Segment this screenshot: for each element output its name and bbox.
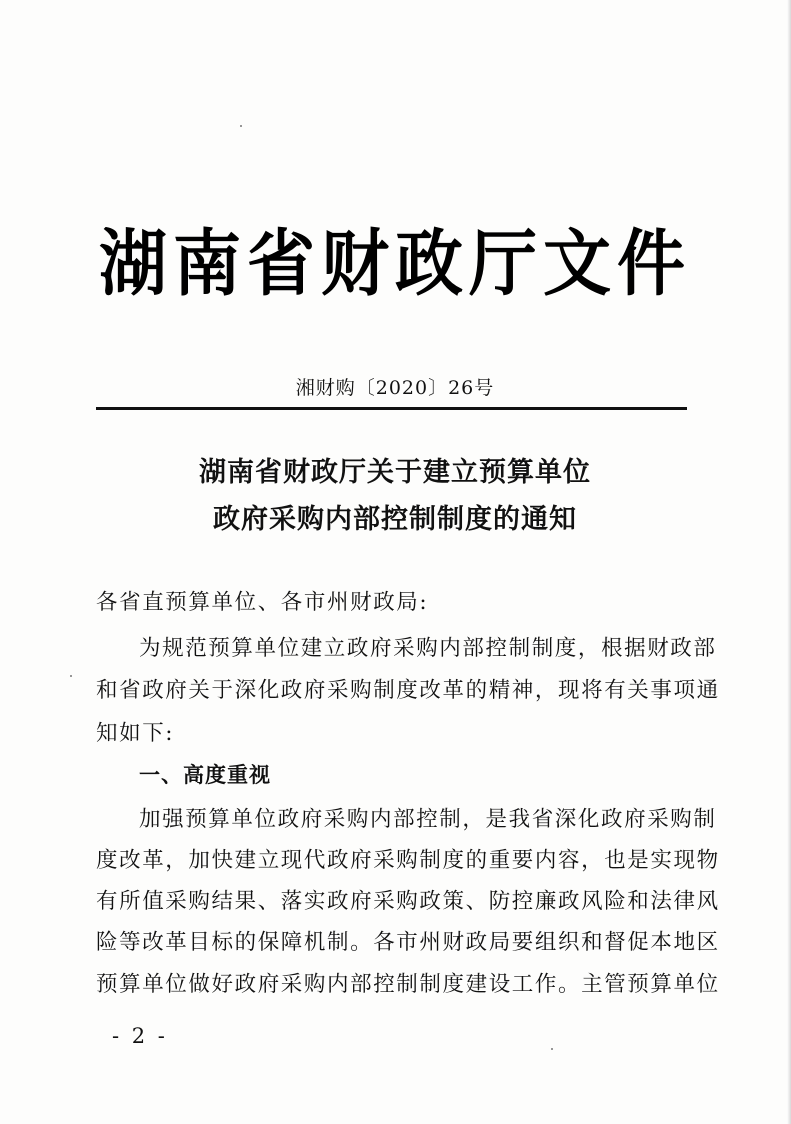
paragraph-line: 为规范预算单位建立政府采购内部控制制度，根据财政部 [139,636,717,661]
paragraph-line: 和省政府关于深化政府采购制度改革的精神，现将有关事项通 [96,678,720,703]
paragraph-line: 知如下: [96,721,175,746]
document-header: 湖南省财政厅文件 [98,221,691,307]
section-heading: 一、高度重视 [139,763,271,787]
scan-speck [240,125,242,127]
document-title-line-1: 湖南省财政厅关于建立预算单位 [199,457,591,488]
scan-speck [551,1048,553,1050]
document-title-line-2: 政府采购内部控制制度的通知 [213,504,577,535]
header-divider [96,407,687,410]
paragraph-line: 度改革，加快建立现代政府采购制度的重要内容，也是实现物 [96,848,720,873]
scan-speck [70,675,72,677]
page-number: - 2 - [112,1024,168,1048]
paragraph-line: 险等改革目标的保障机制。各市州财政局要组织和督促本地区 [96,930,720,955]
document-number: 湘财购〔2020〕26号 [295,377,495,399]
paragraph-line: 加强预算单位政府采购内部控制，是我省深化政府采购制 [139,807,717,832]
paragraph-line: 预算单位做好政府采购内部控制制度建设工作。主管预算单位 [96,972,720,997]
salutation: 各省直预算单位、各市州财政局: [96,590,429,615]
paragraph-line: 有所值采购结果、落实政府采购政策、防控廉政风险和法律风 [96,889,720,914]
scan-edge-shadow [787,0,791,1124]
